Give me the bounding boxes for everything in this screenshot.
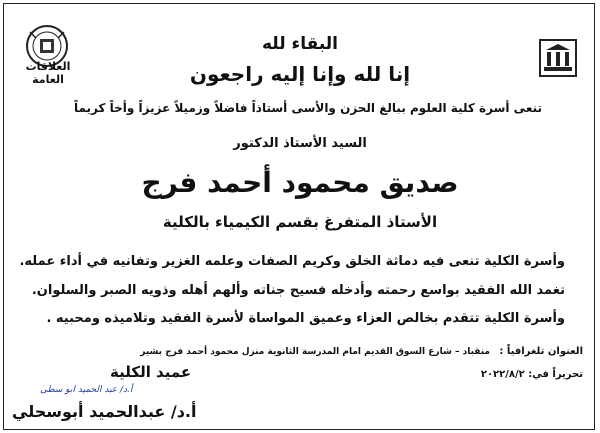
quran-verse: إنا لله وإنا إليه راجعون xyxy=(189,62,411,86)
body-line-3: وأسرة الكلية تتقدم بخالص العزاء وعميق المواساة لأسرة الفقيد وتلاميذه ومحبيه . xyxy=(46,311,565,326)
address-label: العنوان تلغرافياً : xyxy=(499,346,583,357)
deceased-position: الأستاذ المتفرغ بقسم الكيمياء بالكلية xyxy=(162,213,438,231)
baqaa-heading: البقاء لله xyxy=(261,34,338,54)
title-prefix: السيد الأستاذ الدكتور xyxy=(233,136,367,151)
dean-name: أ.د/ عبدالحميد أبوسحلي xyxy=(12,402,197,421)
body-line-1: وأسرة الكلية تنعى فيه دماثة الخلق وكريم الصفات وعلمه الغزير وتفانيه في أداء عمله. xyxy=(19,254,565,269)
date-line: تحريراً في: ٢٠٢٢/٨/٢ xyxy=(480,369,583,380)
deceased-name: صديق محمود أحمد فرج xyxy=(141,166,459,199)
dean-signature: أ.د/ عبد الحميد ابو سطى xyxy=(40,385,133,395)
body-line-2: تغمد الله الفقيد بواسع رحمته وأدخله فسيح جناته وألهم أهله وذويه الصبر والسلوان. xyxy=(31,283,565,298)
address-value: منقباد – شارع السوق القديم امام المدرسة الثانوية منزل محمود أحمد فرج بشير xyxy=(140,347,490,357)
dean-title: عميد الكلية xyxy=(110,363,192,381)
logo-caption: العلاقات العامة xyxy=(25,60,71,86)
announcement-intro: تنعى أسرة كلية العلوم ببالغ الحزن والأسى أستاذاً فاضلاً وزميلاً عزيزاً وأخاً كريماً xyxy=(73,101,542,115)
